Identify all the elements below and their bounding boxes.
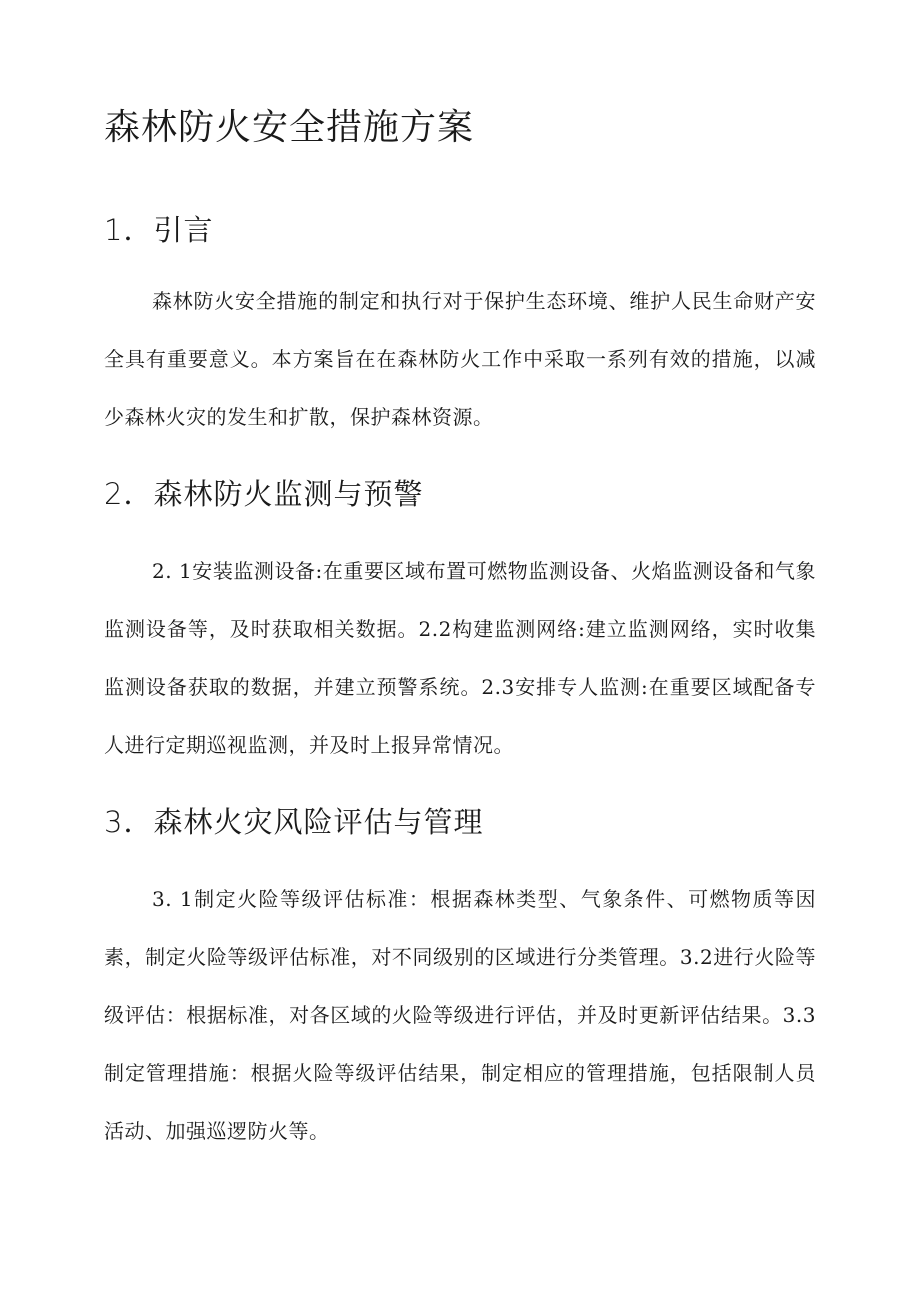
section-heading: 2．森林防火监测与预警 — [104, 477, 424, 511]
section-heading: 1．引言 — [104, 213, 214, 247]
section-paragraph: 3. 1制定火险等级评估标准：根据森林类型、气象条件、可燃物质等因素，制定火险等级评估标准，对不同级别的区域进行分类管理。3.2进行火险等级评估：根据标准，对各区域的火险等级进行评估，并及时更新评估结果。3.3制定管理措施：根据火险等级评估结果，制定相应的管理措施，包括限制人员活动、加强巡逻防火等。 — [104, 887, 816, 1143]
section-risk-assessment — [104, 800, 816, 1160]
section-paragraph: 2. 1安装监测设备:在重要区域布置可燃物监测设备、火焰监测设备和气象监测设备等，及时获取相关数据。2.2构建监测网络:建立监测网络，实时收集监测设备获取的数据，并建立预警系统。2.3安排专人监测:在重要区域配备专人进行定期巡视监测，并及时上报异常情况。 — [104, 559, 816, 757]
section-introduction — [104, 208, 816, 446]
section-paragraph: 森林防火安全措施的制定和执行对于保护生态环境、维护人民生命财产安全具有重要意义。本方案旨在在森林防火工作中采取一系列有效的措施，以减少森林火灾的发生和扩散，保护森林资源。 — [104, 289, 816, 429]
document-title: 森林防火安全措施方案 — [104, 107, 475, 148]
section-monitoring-warning — [104, 472, 816, 774]
section-heading: 3．森林火灾风险评估与管理 — [104, 805, 484, 839]
